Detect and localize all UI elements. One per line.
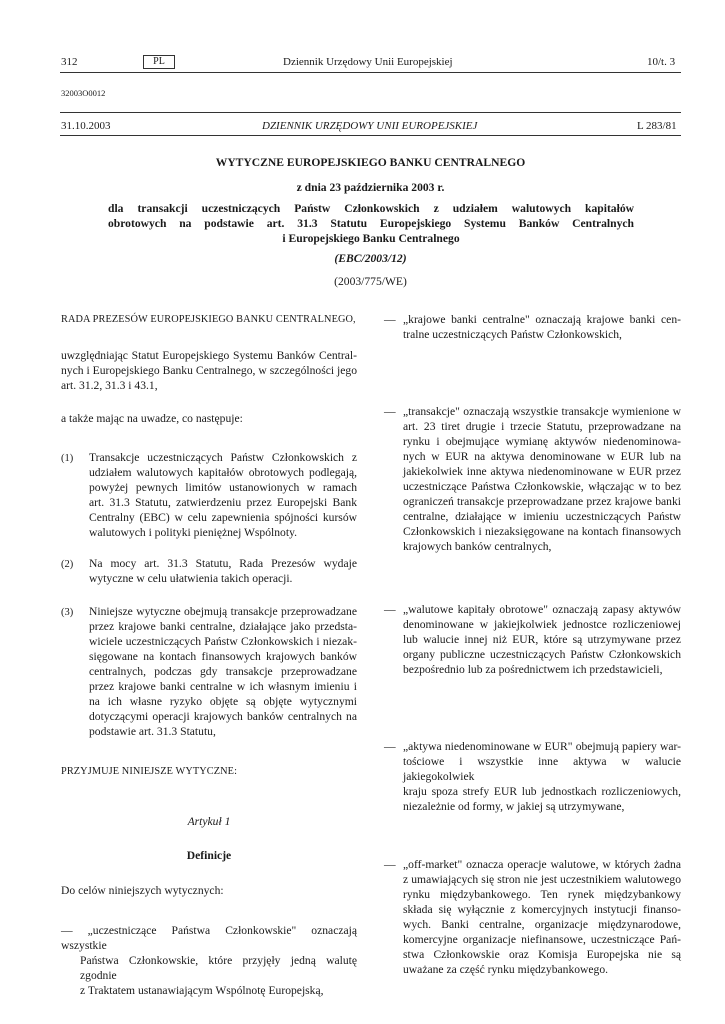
guideline-date: z dnia 23 października 2003 r.	[296, 181, 445, 194]
text-line: denominowane w jakiejkolwiek jednostce rozliczeniowej	[403, 618, 681, 631]
text-line: bezpośrednio lub za pośrednictwem ich przedstawicieli,	[403, 663, 663, 676]
text-line: powyżej pewnych limitów ustanowionych w ramach	[89, 481, 357, 494]
text-line: art. 31.3 Statutu, zatwierdzeniu przez Europejski Bank	[89, 496, 357, 509]
text-line: „walutowe kapitały obrotowe" oznaczają zapasy aktywów	[403, 603, 681, 616]
text-line: wych. Banki centralne, organizacje międzynarodowe,	[403, 918, 681, 931]
recital-text	[89, 604, 357, 739]
definition-dash: —	[384, 313, 396, 326]
recital-text	[89, 450, 357, 540]
text-line: nych w EUR na aktywa denominowane w EUR lub na	[403, 450, 681, 463]
recital-text	[89, 556, 357, 586]
text-line: udziałem walutowych kapitałów obrotowych podlegają,	[89, 466, 357, 479]
definition-text	[403, 312, 681, 342]
volume-number: 10/t. 3	[647, 56, 676, 68]
text-line: Państwa Członkowskie, które przyjęły jedną walutę zgodnie	[80, 954, 357, 982]
definition-item	[61, 923, 357, 998]
text-line: „krajowe banki centralne" oznaczają krajowe banki cen-	[403, 313, 681, 326]
text-line: uważane za część rynku międzybankowego.	[403, 963, 609, 976]
oj-date: 31.10.2003	[61, 120, 111, 132]
oj-issue: L 283/81	[637, 120, 677, 132]
definition-dash: —	[384, 603, 396, 616]
recital-number: (1)	[61, 453, 74, 464]
text-line: przez krajowe banki centralne, działające jako przedsta-	[89, 620, 357, 633]
text-line: walutowych i polityki pieniężnej Wspólnoty.	[89, 526, 298, 539]
text-line: rynku międzybankowego. Ten rynek międzybankowy	[403, 888, 681, 901]
definition-text	[403, 739, 681, 814]
guideline-subject	[108, 201, 634, 246]
text-line: jakiekolwiek inne aktywa niedenominowane w EUR przez	[403, 465, 681, 478]
text-line: składa się wyłącznie z komercyjnych instytucji finanso-	[403, 903, 681, 916]
text-line: centralnych, podczas gdy transakcje przeprowadzane	[89, 665, 357, 678]
text-line: Członkowskich i niezaksięgowane na kontach finansowych	[403, 525, 681, 538]
text-line: Centralny (EBC) w celu zapewnienia spójności kursów	[89, 511, 357, 524]
definition-dash: —	[384, 858, 396, 871]
text-line: centralne, działające w imieniu uczestniczących Państw	[403, 510, 681, 523]
text-line: komercyjne organizacje niefinansowe, uczestniczące Pań-	[403, 933, 681, 946]
subject-line: dla transakcji uczestniczących Państw Członkowskich z udziałem walutowych kapitałów	[108, 202, 634, 215]
text-line: „off-market" oznacza operacje walutowe, w których żadna	[403, 858, 681, 871]
header-rule	[60, 72, 681, 73]
article-number: Artykuł 1	[187, 815, 231, 828]
definition-text	[403, 404, 681, 554]
oj-journal-title: DZIENNIK URZĘDOWY UNII EUROPEJSKIEJ	[262, 120, 478, 132]
oj-top-rule	[60, 112, 681, 113]
text-line: wiciele uczestniczących Państw Członkowskich i niezak-	[89, 635, 357, 648]
text-line: — „uczestniczące Państwa Członkowskie" oznaczają wszystkie	[61, 924, 357, 952]
council-heading: RADA PREZESÓW EUROPEJSKIEGO BANKU CENTRALNEGO,	[61, 314, 356, 325]
text-line: z Traktatem ustanawiającym Wspólnotę Europejską,	[80, 984, 324, 997]
page-number: 312	[61, 56, 78, 68]
text-line: Transakcje uczestniczących Państw Członkowskich z	[89, 451, 357, 464]
adopted-heading: PRZYJMUJE NINIEJSZE WYTYCZNE:	[61, 766, 238, 777]
article-title: Definicje	[186, 849, 232, 862]
guideline-reference: (EBC/2003/12)	[334, 252, 407, 265]
language-badge: PL	[143, 55, 175, 69]
text-line: tralne uczestniczących Państw Członkowskich,	[403, 328, 622, 341]
text-line: wytyczne w celu ułatwienia takich operacji.	[89, 572, 293, 585]
text-line: art. 23 tiret drugie i trzecie Statutu, przeprowadzane na	[403, 420, 681, 433]
text-line: art. 31.2, 31.3 i 43.1,	[61, 379, 158, 392]
recital-number: (2)	[61, 559, 74, 570]
journal-title: Dziennik Urzędowy Unii Europejskiej	[283, 56, 453, 68]
text-line: rynku i obejmujące wymianę aktywów niedenominowa-	[403, 435, 681, 448]
text-line: krajowych banków centralnych,	[403, 540, 552, 553]
text-line: Na mocy art. 31.3 Statutu, Rada Prezesów wydaje	[89, 557, 357, 570]
guideline-number: (2003/775/WE)	[334, 275, 407, 288]
oj-bottom-rule	[60, 135, 681, 136]
text-line: „aktywa niedenominowane w EUR" obejmują papiery war-	[403, 740, 681, 753]
guideline-title: WYTYCZNE EUROPEJSKIEGO BANKU CENTRALNEGO	[215, 156, 526, 169]
text-line: tościowe i wszystkie inne aktywa w walucie jakiegokolwiek	[403, 755, 681, 783]
text-line: niezależnie od formy, w jakiej są utrzymywane,	[403, 800, 625, 813]
whereas: a także mając na uwadze, co następuje:	[61, 412, 243, 425]
text-line: na ich własne ryzyko objęte są objęte wytycznymi	[89, 695, 357, 708]
recital-number: (3)	[61, 607, 74, 618]
text-line: nych i Europejskiego Banku Centralnego, w szczególności jego	[61, 364, 357, 377]
subject-line: obrotowych na podstawie art. 31.3 Statutu Europejskiego Systemu Banków Centralnych	[108, 217, 634, 230]
subject-line: i Europejskiego Banku Centralnego	[282, 232, 460, 245]
definition-text	[403, 602, 681, 677]
text-line: organy publiczne uczestniczących Państw Członkowskich	[403, 648, 681, 661]
text-line: uwzględniając Statut Europejskiego Systemu Banków Central-	[61, 349, 357, 362]
having-regard	[61, 348, 357, 393]
text-line: dotyczącymi operacji krajowych banków centralnych na	[89, 710, 357, 723]
celex-number: 32003O0012	[61, 88, 106, 98]
text-line: z umawiających się stron nie jest uczestnikiem walutowego	[403, 873, 681, 886]
text-line: „transakcje" oznaczają wszystkie transakcje wymienione w	[403, 405, 681, 418]
definition-dash: —	[384, 405, 396, 418]
text-line: Niniejsze wytyczne obejmują transakcje przeprowadzane	[89, 605, 357, 618]
text-line: kraju spoza strefy EUR lub jednostkach rozliczeniowych,	[403, 785, 681, 798]
purposes-intro: Do celów niniejszych wytycznych:	[61, 884, 224, 897]
text-line: podstawie art. 31.3 Statutu,	[89, 725, 216, 738]
definition-dash: —	[384, 740, 396, 753]
text-line: stwa Członkowskie oraz Komisja Europejska nie są	[403, 948, 681, 961]
text-line: lub walucie innej niż EUR, które są utrzymywane przez	[403, 633, 681, 646]
text-line: sięgowane na kontach finansowych krajowych banków	[89, 650, 357, 663]
text-line: uczestniczące Państwa Członkowskie, włączając w to bez	[403, 480, 681, 493]
text-line: przez krajowe banki centralne w ich własnym imieniu i	[89, 680, 357, 693]
text-line: ograniczeń transakcje przeprowadzane przez krajowe banki	[403, 495, 681, 508]
definition-text	[403, 857, 681, 977]
